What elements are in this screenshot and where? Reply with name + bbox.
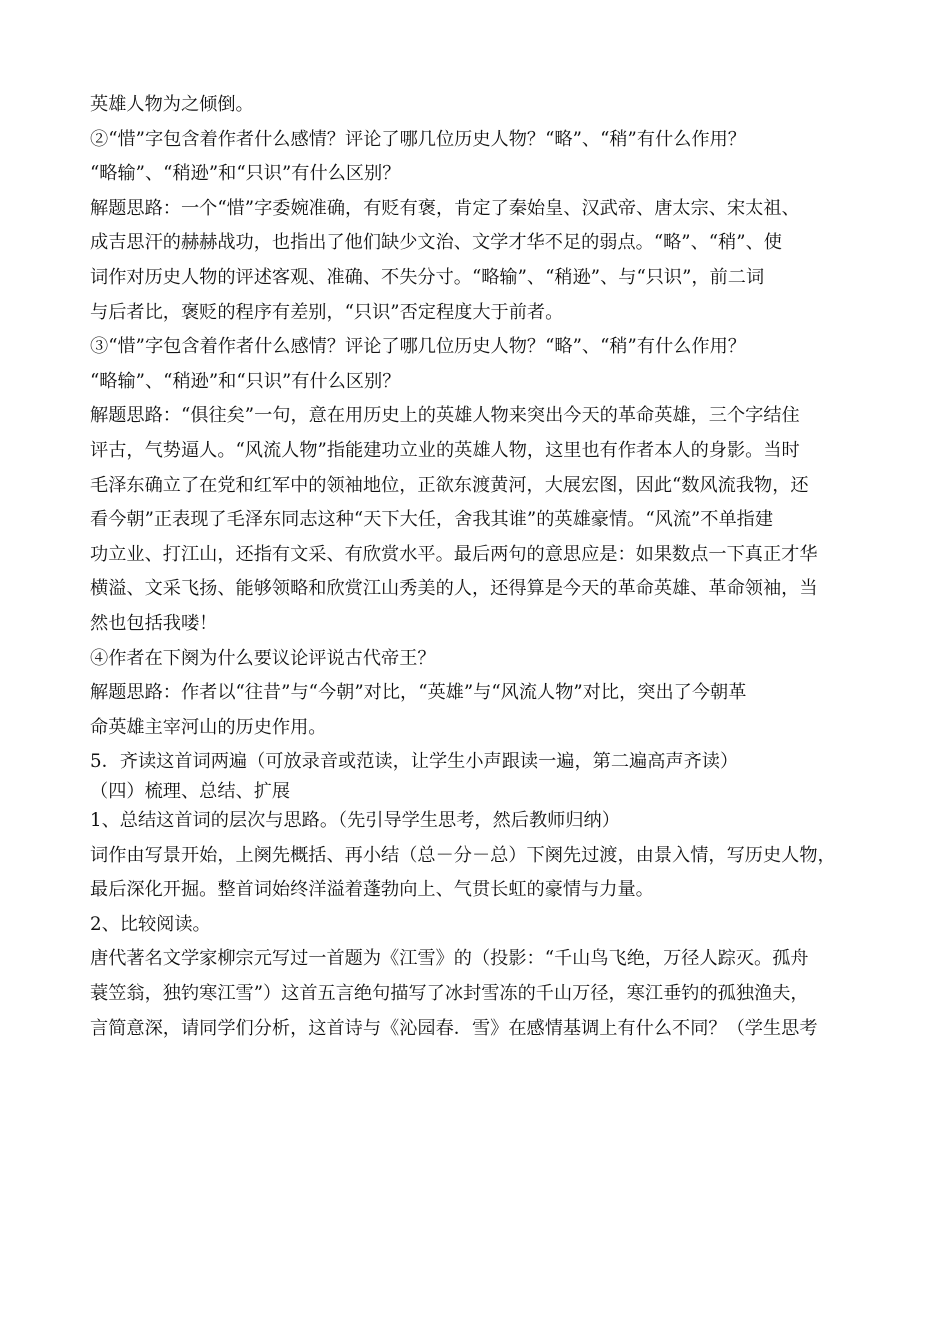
text-line: 词作由写景开始，上阕先概括、再小结（总－分－总）下阕先过渡，由景入情，写历史人物，	[90, 844, 836, 866]
text-line: 英雄人物为之倾倒。	[90, 94, 254, 115]
question-line: ④作者在下阕为什么要议论评说古代帝王？	[90, 647, 436, 669]
step-line: 5．齐读这首词两遍（可放录音或范读，让学生小声跟读一遍，第二遍高声齐读）	[90, 751, 739, 773]
text-line: 蓑笠翁，独钓寒江雪”）这首五言绝句描写了冰封雪冻的千山万径，寒江垂钓的孤独渔夫，	[90, 983, 809, 1005]
question-line: ③“惜”字包含着作者什么感情？评论了哪几位历史人物？“略”、“稍”有什么作用？	[90, 336, 746, 358]
answer-line: 功立业、打江山，还指有文采、有欣赏水平。最后两句的意思应是：如果数点一下真正才华	[90, 543, 818, 565]
answer-line: 看今朝”正表现了毛泽东同志这种“天下大任，舍我其谁”的英雄豪情。“风流”不单指建	[90, 509, 774, 531]
answer-line: 词作对历史人物的评述客观、准确、不失分寸。“略输”、“稍逊”、与“只识”，前二词	[90, 266, 765, 288]
document-body	[90, 88, 880, 1046]
answer-line: 成吉思汗的赫赫战功，也指出了他们缺少文治、文学才华不足的弱点。“略”、“稍”、使	[90, 232, 782, 254]
question-line: “略输”、“稍逊”和“只识”有什么区别？	[90, 370, 401, 392]
answer-line: 与后者比，褒贬的程序有差别，“只识”否定程度大于前者。	[90, 301, 564, 323]
section-heading: （四）梳理、总结、扩展	[90, 780, 291, 802]
answer-line: 解题思路：作者以“往昔”与“今朝”对比，“英雄”与“风流人物”对比，突出了今朝革	[90, 682, 747, 704]
answer-line: 然也包括我喽！	[90, 612, 218, 634]
answer-line: 毛泽东确立了在党和红军中的领袖地位，正欲东渡黄河，大展宏图，因此“数风流我物，还	[90, 474, 809, 496]
step-line: 2、比较阅读。	[90, 913, 211, 935]
text-line: 最后深化开掘。整首词始终洋溢着蓬勃向上、气贯长虹的豪情与力量。	[90, 879, 654, 901]
step-line: 1、总结这首词的层次与思路。（先引导学生思考，然后教师归纳）	[90, 810, 620, 832]
question-line: ②“惜”字包含着作者什么感情？评论了哪几位历史人物？“略”、“稍”有什么作用？	[90, 128, 746, 150]
answer-line: 横溢、文采飞扬、能够领略和欣赏江山秀美的人，还得算是今天的革命英雄、革命领袖，当	[90, 578, 818, 600]
answer-line: 命英雄主宰河山的历史作用。	[90, 716, 327, 738]
answer-line: 评古，气势逼人。“风流人物”指能建功立业的英雄人物，这里也有作者本人的身影。当时	[90, 439, 800, 461]
answer-line: 解题思路：一个“惜”字委婉准确，有贬有褒，肯定了秦始皇、汉武帝、唐太宗、宋太祖、	[90, 197, 800, 219]
answer-line: 解题思路：“俱往矣”一句，意在用历史上的英雄人物来突出今天的革命英雄，三个字结住	[90, 405, 800, 427]
question-line: “略输”、“稍逊”和“只识”有什么区别？	[90, 163, 401, 185]
text-line: 言简意深，请同学们分析，这首诗与《沁园春．雪》在感情基调上有什么不同？（学生思考	[90, 1017, 818, 1039]
text-line: 唐代著名文学家柳宗元写过一首题为《江雪》的（投影：“千山鸟飞绝，万径人踪灭。孤舟	[90, 948, 809, 970]
